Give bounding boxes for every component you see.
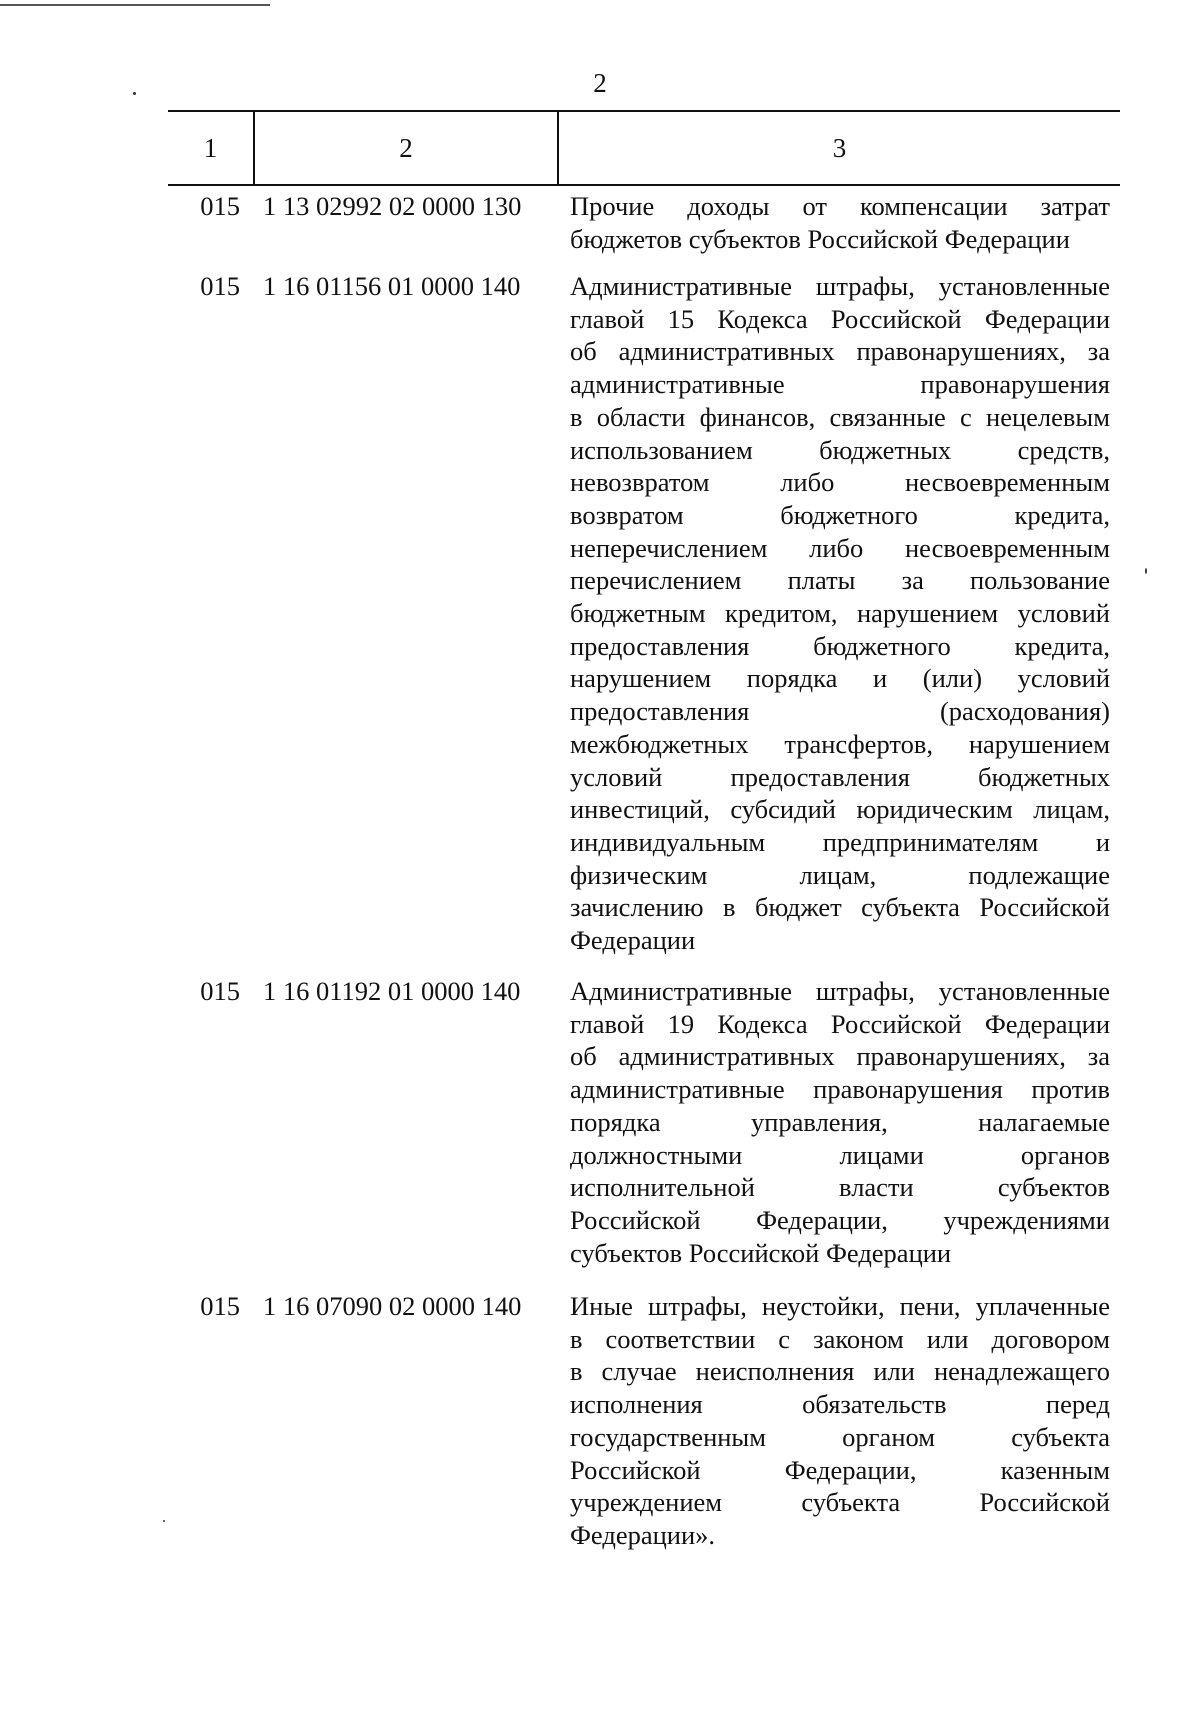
- description-line: зачислению в бюджет субъекта Российской: [570, 892, 1110, 923]
- description-cell: [570, 975, 1110, 1269]
- description-line: бюджетов субъектов Российской Федерации: [570, 223, 1070, 254]
- description-line: административные правонарушения: [570, 369, 1110, 400]
- description-line: Административные штрафы, установленные: [570, 976, 1110, 1006]
- description-line: должностными лицами органов: [570, 1139, 1110, 1170]
- kbk-code-cell: 1 16 01192 01 0000 140: [263, 976, 521, 1006]
- owner-code-cell: 015: [200, 271, 240, 301]
- description-line: об административных правонарушениях, за: [570, 336, 1110, 367]
- description-line: исполнения обязательств перед: [570, 1389, 1110, 1420]
- description-line: Иные штрафы, неустойки, пени, уплаченные: [570, 1291, 1110, 1321]
- description-line: Административные штрафы, установленные: [570, 271, 1110, 301]
- description-line: индивидуальным предпринимателям и: [570, 826, 1110, 857]
- description-line: административные правонарушения против: [570, 1074, 1110, 1105]
- page-number: 2: [593, 68, 607, 98]
- kbk-code-cell: 1 16 01156 01 0000 140: [263, 271, 521, 301]
- description-line: предоставления (расходования): [570, 696, 1110, 727]
- description-line: Федерации: [570, 925, 696, 956]
- kbk-code-cell: 1 16 07090 02 0000 140: [263, 1291, 522, 1321]
- description-line: возвратом бюджетного кредита,: [570, 499, 1110, 530]
- description-line: нарушением порядка и (или) условий: [570, 663, 1110, 694]
- owner-code-cell: 015: [200, 976, 240, 1006]
- scan-speck: [163, 1520, 165, 1522]
- description-cell: [570, 1290, 1110, 1552]
- scan-speck: [1145, 568, 1147, 574]
- description-line: Федерации».: [570, 1519, 716, 1550]
- description-line: государственным органом субъекта: [570, 1421, 1110, 1452]
- description-line: перечислением платы за пользование: [570, 565, 1110, 596]
- description-line: главой 19 Кодекса Российской Федерации: [570, 1008, 1110, 1039]
- description-line: условий предоставления бюджетных: [570, 761, 1110, 792]
- column-header-1: 1: [203, 132, 218, 163]
- description-cell: [570, 190, 1110, 255]
- description-line: учреждением субъекта Российской: [570, 1487, 1110, 1518]
- table-header-bottom-rule: [168, 184, 1120, 186]
- description-line: исполнительной власти субъектов: [570, 1172, 1110, 1203]
- description-line: Российской Федерации, учреждениями: [570, 1204, 1110, 1235]
- description-line: в соответствии с законом или договором: [570, 1323, 1110, 1354]
- description-line: физическим лицам, подлежащие: [570, 859, 1110, 890]
- description-line: предоставления бюджетного кредита,: [570, 630, 1110, 661]
- scan-speck: [133, 92, 136, 95]
- description-line: субъектов Российской Федерации: [570, 1237, 952, 1268]
- owner-code-cell: 015: [200, 191, 240, 221]
- owner-code-cell: 015: [200, 1291, 240, 1321]
- description-line: в области финансов, связанные с нецелевым: [570, 401, 1110, 432]
- description-line: Прочие доходы от компенсации затрат: [570, 191, 1110, 221]
- description-line: об административных правонарушениях, за: [570, 1041, 1110, 1072]
- description-line: бюджетным кредитом, нарушением условий: [570, 598, 1110, 629]
- kbk-code-cell: 1 13 02992 02 0000 130: [263, 191, 522, 221]
- column-header-2: 2: [399, 132, 413, 163]
- description-line: инвестиций, субсидий юридическим лицам,: [570, 794, 1110, 825]
- description-line: Российской Федерации, казенным: [570, 1454, 1110, 1485]
- description-line: использованием бюджетных средств,: [570, 434, 1110, 465]
- description-cell: [570, 270, 1110, 957]
- description-line: в случае неисполнения или ненадлежащего: [570, 1356, 1110, 1387]
- description-line: неперечислением либо несвоевременным: [570, 532, 1110, 563]
- description-line: невозвратом либо несвоевременным: [570, 467, 1110, 498]
- description-line: порядка управления, налагаемые: [570, 1106, 1110, 1137]
- scan-edge-mark: [0, 4, 270, 6]
- column-header-3: 3: [832, 132, 847, 163]
- description-line: межбюджетных трансфертов, нарушением: [570, 728, 1110, 759]
- description-line: главой 15 Кодекса Российской Федерации: [570, 303, 1110, 334]
